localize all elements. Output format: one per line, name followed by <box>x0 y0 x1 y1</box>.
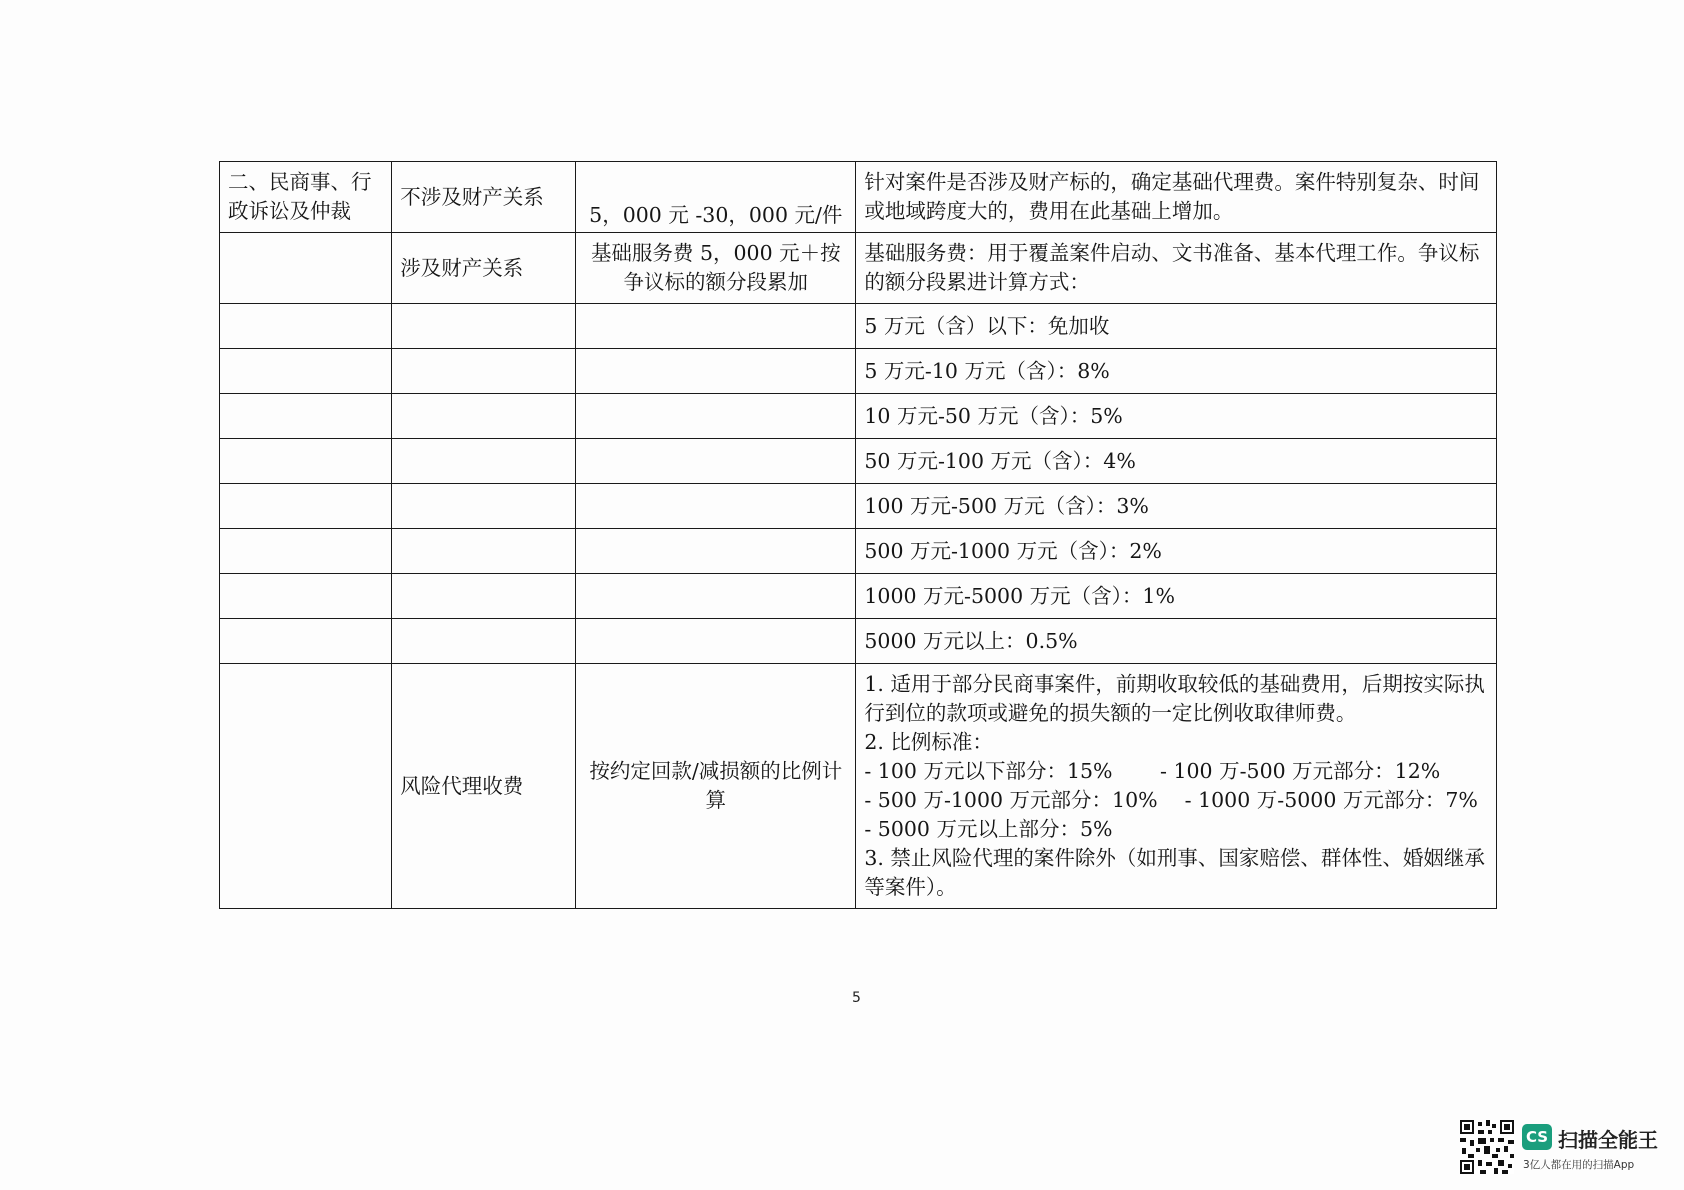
empty-cell <box>392 439 576 484</box>
table-row <box>220 233 1497 304</box>
tier-row <box>220 349 1497 394</box>
camscanner-slogan: 3亿人都在用的扫描App <box>1523 1159 1635 1171</box>
empty-cell <box>576 484 856 529</box>
table-row <box>220 162 1497 233</box>
tier-row <box>220 484 1497 529</box>
risk-line: - 5000 万元以上部分：5% <box>864 817 1113 841</box>
risk-line: 2. 比例标准： <box>864 730 993 754</box>
risk-row <box>220 664 1497 909</box>
risk-line: 1. 适用于部分民商事案件，前期收取较低的基础费用，后期按实际执行到位的款项或避免的损失额的一定比例收取律师费。 <box>864 672 1485 725</box>
risk-line: 3. 禁止风险代理的案件除外（如刑事、国家赔偿、群体性、婚姻继承等案件）。 <box>864 846 1485 899</box>
tier-row <box>220 619 1497 664</box>
risk-line: - 100 万元以下部分：15% - 100 万-500 万元部分：12% <box>864 759 1441 783</box>
scanner-watermark <box>1460 1120 1670 1176</box>
category-cell: 二、民商事、行政诉讼及仲裁 <box>220 162 392 233</box>
empty-cell <box>576 529 856 574</box>
empty-cell <box>392 529 576 574</box>
empty-cell <box>220 664 392 909</box>
category-cell <box>220 233 392 304</box>
empty-cell <box>220 349 392 394</box>
empty-cell <box>220 484 392 529</box>
empty-cell <box>220 574 392 619</box>
standard-cell: 基础服务费 5，000 元＋按争议标的额分段累加 <box>576 233 856 304</box>
empty-cell <box>576 394 856 439</box>
empty-cell <box>576 349 856 394</box>
empty-cell <box>392 619 576 664</box>
item-cell: 不涉及财产关系 <box>392 162 576 233</box>
note-cell: 针对案件是否涉及财产标的，确定基础代理费。案件特别复杂、时间或地域跨度大的，费用在此基础上增加。 <box>856 162 1497 233</box>
note-cell: 基础服务费：用于覆盖案件启动、文书准备、基本代理工作。争议标的额分段累进计算方式： <box>856 233 1497 304</box>
empty-cell <box>576 439 856 484</box>
tier-row <box>220 394 1497 439</box>
empty-cell <box>576 304 856 349</box>
empty-cell <box>220 394 392 439</box>
tier-cell: 5 万元-10 万元（含）：8% <box>856 349 1497 394</box>
empty-cell <box>392 349 576 394</box>
tier-cell: 10 万元-50 万元（含）：5% <box>856 394 1497 439</box>
risk-note-cell <box>856 664 1497 909</box>
empty-cell <box>220 304 392 349</box>
empty-cell <box>576 574 856 619</box>
empty-cell <box>392 574 576 619</box>
risk-item-cell: 风险代理收费 <box>392 664 576 909</box>
empty-cell <box>392 484 576 529</box>
empty-cell <box>220 619 392 664</box>
tier-row <box>220 304 1497 349</box>
tier-cell: 1000 万元-5000 万元（含）：1% <box>856 574 1497 619</box>
tier-cell: 5000 万元以上：0.5% <box>856 619 1497 664</box>
tier-cell: 100 万元-500 万元（含）：3% <box>856 484 1497 529</box>
tier-cell: 5 万元（含）以下：免加收 <box>856 304 1497 349</box>
standard-cell: 5，000 元 -30，000 元/件 <box>576 162 856 233</box>
qr-code-icon <box>1460 1120 1514 1174</box>
risk-line: - 500 万-1000 万元部分：10% - 1000 万-5000 万元部分：7% <box>864 788 1478 812</box>
item-cell: 涉及财产关系 <box>392 233 576 304</box>
tier-row <box>220 574 1497 619</box>
empty-cell <box>392 304 576 349</box>
empty-cell <box>576 619 856 664</box>
tier-cell: 500 万元-1000 万元（含）：2% <box>856 529 1497 574</box>
risk-standard-cell: 按约定回款/减损额的比例计算 <box>576 664 856 909</box>
camscanner-logo: CS <box>1522 1124 1552 1150</box>
fee-table <box>219 161 1497 909</box>
empty-cell <box>220 529 392 574</box>
page-number: 5 <box>852 990 861 1006</box>
tier-row <box>220 529 1497 574</box>
empty-cell <box>392 394 576 439</box>
camscanner-app-name: 扫描全能王 <box>1558 1128 1658 1152</box>
tier-cell: 50 万元-100 万元（含）：4% <box>856 439 1497 484</box>
tier-row <box>220 439 1497 484</box>
empty-cell <box>220 439 392 484</box>
